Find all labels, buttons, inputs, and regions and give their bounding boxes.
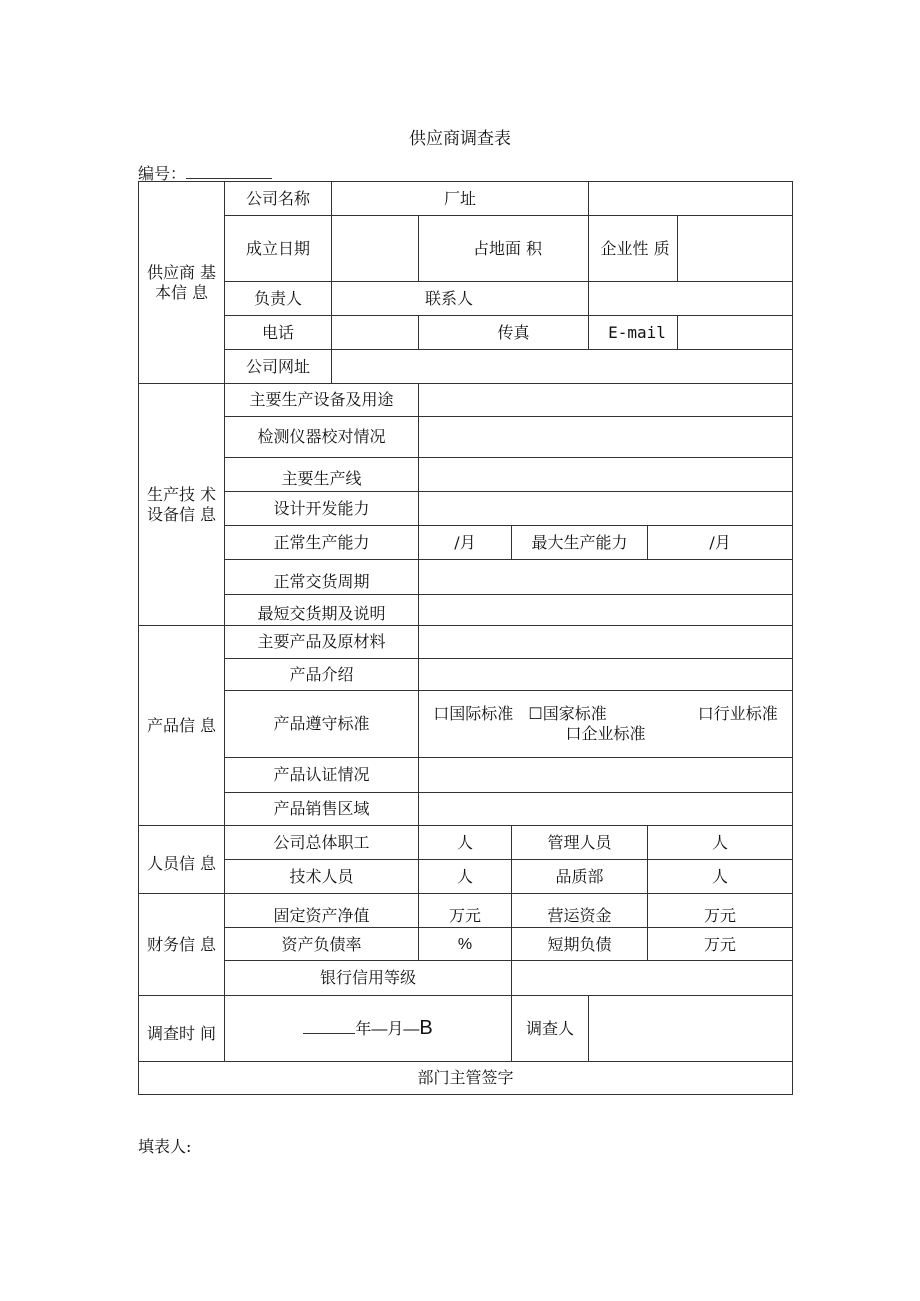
label-product-intro: 产品介绍 <box>225 659 419 691</box>
checkbox-international-standard[interactable]: 口国际标准 <box>433 704 514 723</box>
field-main-line[interactable] <box>419 458 793 492</box>
label-fixed-assets: 固定资产净值 <box>225 894 419 928</box>
field-certification[interactable] <box>419 758 793 793</box>
label-person-in-charge: 负责人 <box>225 282 332 316</box>
field-factory-address[interactable] <box>589 182 793 216</box>
field-short-debt[interactable]: 万元 <box>648 928 793 961</box>
label-contact: 联系人 <box>332 282 589 316</box>
field-instrument-calibration[interactable] <box>419 417 793 458</box>
field-normal-delivery[interactable] <box>419 560 793 595</box>
field-main-equipment[interactable] <box>419 384 793 417</box>
field-enterprise-nature[interactable] <box>678 216 793 282</box>
checkbox-national-standard[interactable]: ☐国家标准 <box>528 704 607 723</box>
label-main-equipment: 主要生产设备及用途 <box>225 384 419 417</box>
label-main-products: 主要产品及原材料 <box>225 626 419 659</box>
serial-blank[interactable] <box>186 164 272 179</box>
label-factory-address: 厂址 <box>332 182 589 216</box>
label-floor-area: 占地面 积 <box>419 216 589 282</box>
label-certification: 产品认证情况 <box>225 758 419 793</box>
label-email: E-mail <box>589 316 678 350</box>
filler-label: 填表人: <box>138 1137 192 1156</box>
field-email[interactable] <box>678 316 793 350</box>
supplier-survey-table <box>138 181 793 1095</box>
section-personnel-info: 人员信 息 <box>139 826 225 894</box>
label-instrument-calibration: 检测仪器校对情况 <box>225 417 419 458</box>
label-main-line: 主要生产线 <box>225 458 419 492</box>
section-product-info: 产品信 息 <box>139 626 225 826</box>
date-text: 年—月— <box>355 1020 420 1038</box>
label-debt-ratio: 资产负债率 <box>225 928 419 961</box>
checkbox-enterprise-standard[interactable]: 口企业标准 <box>565 724 646 743</box>
field-main-products[interactable] <box>419 626 793 659</box>
field-survey-date[interactable] <box>225 996 512 1062</box>
field-working-capital[interactable]: 万元 <box>648 894 793 928</box>
field-fixed-assets[interactable]: 万元 <box>419 894 512 928</box>
field-managers[interactable]: 人 <box>648 826 793 860</box>
label-phone: 电话 <box>225 316 332 350</box>
field-surveyor[interactable] <box>589 996 793 1062</box>
label-fax: 传真 <box>419 316 589 350</box>
label-short-debt: 短期负债 <box>512 928 648 961</box>
label-shortest-delivery: 最短交货期及说明 <box>225 595 419 626</box>
date-year-blank <box>303 1019 355 1034</box>
field-debt-ratio[interactable]: % <box>419 928 512 961</box>
label-normal-delivery: 正常交货周期 <box>225 560 419 595</box>
label-survey-time: 调查时 间 <box>139 996 225 1062</box>
field-credit-rating[interactable] <box>512 961 793 996</box>
section-finance-info: 财务信 息 <box>139 894 225 996</box>
field-design-capability[interactable] <box>419 492 793 526</box>
field-product-intro[interactable] <box>419 659 793 691</box>
field-product-standards <box>419 691 793 758</box>
page-title: 供应商调查表 <box>409 129 511 149</box>
label-working-capital: 营运资金 <box>512 894 648 928</box>
label-product-standards: 产品遵守标准 <box>225 691 419 758</box>
date-tail: B <box>419 1016 433 1039</box>
label-dept-sign[interactable]: 部门主管签字 <box>139 1062 793 1095</box>
label-credit-rating: 银行信用等级 <box>225 961 512 996</box>
field-sales-region[interactable] <box>419 793 793 826</box>
field-contact[interactable] <box>589 282 793 316</box>
field-phone[interactable] <box>332 316 419 350</box>
field-max-capacity[interactable]: /月 <box>648 526 793 560</box>
label-max-capacity: 最大生产能力 <box>512 526 648 560</box>
field-quality-dept[interactable]: 人 <box>648 860 793 894</box>
field-founded-date[interactable] <box>332 216 419 282</box>
field-website[interactable] <box>332 350 793 384</box>
label-total-staff: 公司总体职工 <box>225 826 419 860</box>
section-basic-info: 供应商 基 本信 息 <box>139 182 225 384</box>
label-technicians: 技术人员 <box>225 860 419 894</box>
label-website: 公司网址 <box>225 350 332 384</box>
label-surveyor: 调查人 <box>512 996 589 1062</box>
label-managers: 管理人员 <box>512 826 648 860</box>
checkbox-industry-standard[interactable]: 口行业标准 <box>697 704 778 723</box>
field-normal-capacity[interactable]: /月 <box>419 526 512 560</box>
label-founded-date: 成立日期 <box>225 216 332 282</box>
label-company-name: 公司名称 <box>225 182 332 216</box>
serial-label: 编号： <box>138 164 187 183</box>
label-design-capability: 设计开发能力 <box>225 492 419 526</box>
section-production-info: 生产技 术 设备信 息 <box>139 384 225 626</box>
field-total-staff[interactable]: 人 <box>419 826 512 860</box>
label-normal-capacity: 正常生产能力 <box>225 526 419 560</box>
label-enterprise-nature: 企业性 质 <box>589 216 678 282</box>
label-sales-region: 产品销售区域 <box>225 793 419 826</box>
field-technicians[interactable]: 人 <box>419 860 512 894</box>
field-shortest-delivery[interactable] <box>419 595 793 626</box>
label-quality-dept: 品质部 <box>512 860 648 894</box>
